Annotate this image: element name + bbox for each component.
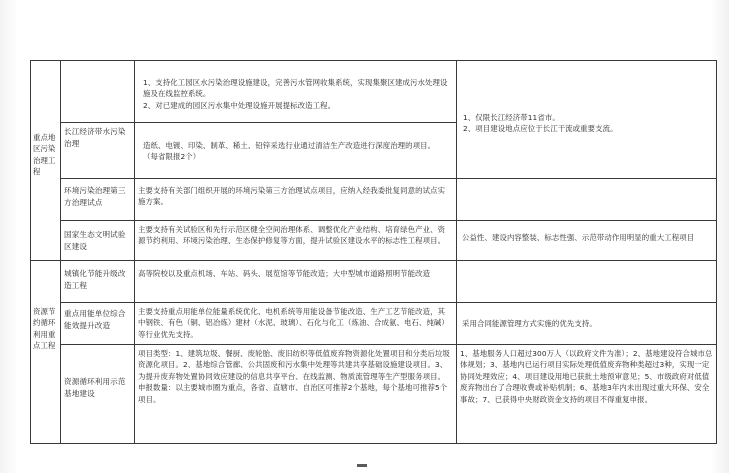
support-content-cell: 主要支持有关部门组织开展的环境污染第三方治理试点项目，应纳入经我委批复同意的试点实施方案。 bbox=[138, 186, 446, 207]
requirement-cell bbox=[463, 185, 713, 215]
column-divider bbox=[60, 60, 61, 444]
table-border-left bbox=[30, 60, 31, 444]
project-name-cell: 资源循环利用示范基地建设 bbox=[64, 377, 126, 398]
row-divider bbox=[60, 302, 717, 303]
requirement-cell: 1、基地服务人口超过300万人（以政府文件为准）；2、基地建设符合城市总体规划；3、基地内已运行项目实际处理低值废弃物种类超过3种，实现一定协同处理效应；4、项目建设用地已获批土地预审意见；5、市级政府对低值废弃物出台了合理收费或补贴机制；6、基地3年内未出现过重大环保、安全事故；7、已获得中央财政资金支持的项目不得重复申报。 bbox=[460, 349, 713, 404]
project-name-cell: 国家生态文明试验区建设 bbox=[64, 230, 126, 251]
support-content-cell: 主要支持重点用能单位能量系统优化、电机系统等用能设备节能改造、生产工艺节能改造，其中钢铁、有色（铜、铝冶炼）建材（水泥、玻璃）、石化与化工（炼油、合成氨、电石、纯碱）等行业优先支持。 bbox=[138, 307, 449, 339]
requirement-cell bbox=[463, 268, 713, 298]
category-cell: 资源节约循环利用重点工程 bbox=[33, 307, 56, 350]
support-content-cell: 高等院校以及重点机场、车站、码头、展览馆等节能改造；大中型城市道路照明节能改造 bbox=[138, 269, 431, 278]
policy-table bbox=[30, 60, 717, 444]
requirement-cell: 采用合同能源管理方式实施的优先支持。 bbox=[462, 319, 597, 328]
support-content-cell: 主要支持有关试验区和先行示范区健全空间治理体系、调整优化产业结构、培育绿色产业、资源节约利用、环境污染治理、生态保护修复等方面，提升试验区建设水平的标志性工程项目。 bbox=[138, 225, 446, 246]
category-cell: 重点地区污染治理工程 bbox=[33, 133, 56, 176]
page-mark bbox=[357, 464, 367, 467]
row-divider bbox=[60, 220, 717, 221]
column-divider bbox=[134, 60, 135, 444]
support-content-cell: 1、支持化工园区水污染治理设施建设，完善污水管网收集系统，实现集聚区建成污水处理设施及在线监控系统。 2、对已建成的园区污水集中处理设施开展提标改造工程。 bbox=[143, 78, 448, 110]
row-divider bbox=[60, 178, 717, 179]
column-divider bbox=[456, 60, 457, 444]
requirement-cell: 公益性、建设内容整装、标志性强、示范带动作用明显的重大工程项目 bbox=[462, 233, 695, 242]
support-content-cell: 造纸、电镀、印染、制革、稀土、铅锌采选行业通过清洁生产改造进行深度治理的项目。（每省限报2个） bbox=[143, 141, 436, 162]
project-name-cell: 长江经济带水污染治理 bbox=[64, 127, 126, 148]
project-name-cell: 重点用能单位综合能效提升改造 bbox=[64, 309, 126, 330]
project-name-cell: 城镇化节能升级改造工程 bbox=[64, 269, 126, 290]
row-divider bbox=[60, 122, 456, 123]
table-border-right bbox=[716, 60, 717, 444]
row-divider bbox=[60, 344, 717, 345]
support-content-cell: 项目类型：1、建筑垃圾、餐厨、废轮胎、废旧纺织等低值废弃物资源化处置项目和分类后垃圾资源化项目。2、基地综合管廊、公共固废和污水集中处理等共建共享基础设施建设项目。3、为提升废弃物处置协同效应建设的信息共享平台、在线监测、物质流管理等生产型服务项目。 申报数量：以主要城市圈为重点，各省、直辖市、自治区可推荐2个基地，每个基地可推荐5个项目。 bbox=[138, 349, 450, 404]
project-name-cell: 环境污染治理第三方治理试点 bbox=[64, 186, 126, 207]
requirement-cell: 1、仅限长江经济带11省市。 2、项目建设地点应位于长江干流或重要支流。 bbox=[463, 113, 618, 134]
